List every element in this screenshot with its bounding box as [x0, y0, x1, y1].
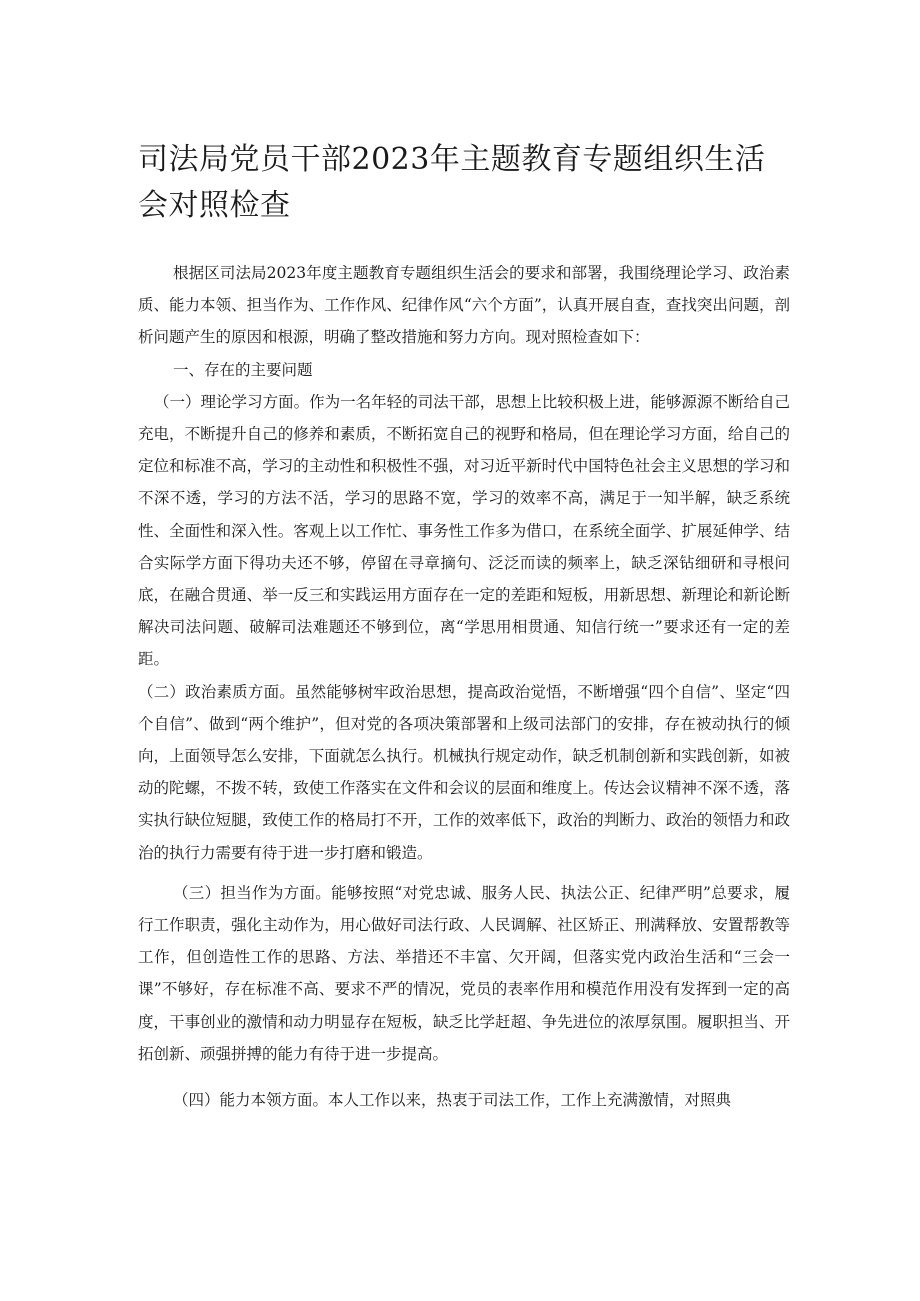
- document-body: [138, 257, 790, 1116]
- paragraph-ability: （四）能力本领方面。本人工作以来，热衷于司法工作，工作上充满激情，对照典: [173, 1091, 732, 1110]
- paragraph-political-quality: （二）政治素质方面。虽然能够树牢政治思想，提高政治觉悟，不断增强“四个自信”、坚定“四个自信”、做到“两个维护”，但对党的各项决策部署和上级司法部门的安排，存在被动执行的倾向，上面领导怎么安排，下面就怎么执行。机械执行规定动作，缺乏机制创新和实践创新，如被动的陀螺，不拨不转，致使工作落实在文件和会议的层面和维度上。传达会议精神不深不透，落实执行缺位短腿，致使工作的格局打不开，工作的效率低下，政治的判断力、政治的领悟力和政治的执行力需要有待于进一步打磨和锻造。: [138, 682, 790, 862]
- paragraph-responsibility: （三）担当作为方面。能够按照“对党忠诚、服务人民、执法公正、纪律严明”总要求，履行工作职责，强化主动作为，用心做好司法行政、人民调解、社区矫正、刑满释放、安置帮教等工作，但创造性工作的思路、方法、举措还不丰富、欠开阔，但落实党内政治生活和“三会一课”不够好，存在标准不高、要求不严的情况，党员的表率作用和模范作用没有发挥到一定的高度，干事创业的激情和动力明显存在短板，缺乏比学赶超、争先进位的浓厚氛围。履职担当、开拓创新、顽强拼搏的能力有待于进一步提高。: [138, 883, 790, 1063]
- intro-paragraph: 根据区司法局2023年度主题教育专题组织生活会的要求和部署，我围绕理论学习、政治素质、能力本领、担当作为、工作作风、纪律作风“六个方面”，认真开展自查，查找突出问题，剖析问题产生的原因和根源，明确了整改措施和努力方向。现对照检查如下：: [138, 264, 790, 347]
- document-title: 司法局党员干部2023年主题教育专题组织生活会对照检查: [138, 142, 766, 223]
- paragraph-theory-study: （一）理论学习方面。作为一名年轻的司法干部，思想上比较积极上进，能够源源不断给自己充电，不断提升自己的修养和素质，不断拓宽自己的视野和格局，但在理论学习方面，给自己的定位和标准不高，学习的主动性和积极性不强，对习近平新时代中国特色社会主义思想的学习和不深不透，学习的方法不活，学习的思路不宽，学习的效率不高，满足于一知半解，缺乏系统性、全面性和深入性。客观上以工作忙、事务性工作多为借口，在系统全面学、扩展延伸学、结合实际学方面下得功夫还不够，停留在寻章摘句、泛泛而读的频率上，缺乏深钻细研和寻根问底，在融合贯通、举一反三和实践运用方面存在一定的差距和短板，用新思想、新理论和新论断解决司法问题、破解司法难题还不够到位，离“学思用相贯通、知信行统一”要求还有一定的差距。: [138, 392, 790, 669]
- section-heading: 一、存在的主要问题: [173, 360, 313, 379]
